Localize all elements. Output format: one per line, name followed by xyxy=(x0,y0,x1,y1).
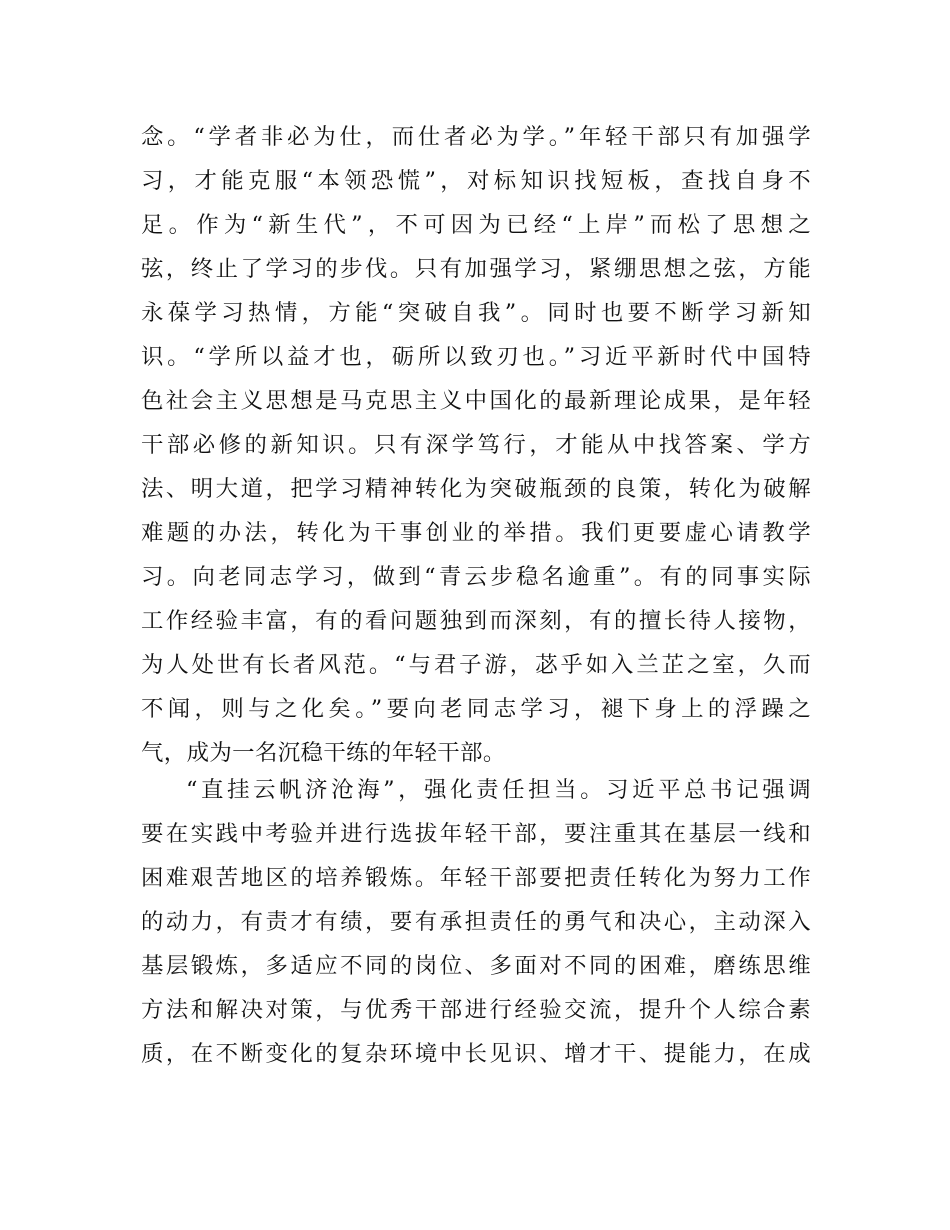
text-line: 习。向老同志学习，做到“青云步稳名逾重”。有的同事实际 xyxy=(141,564,811,590)
text-line: 困难艰苦地区的培养锻炼。年轻干部要把责任转化为努力工作 xyxy=(141,865,811,891)
text-line: 气，成为一名沉稳干练的年轻干部。 xyxy=(141,740,506,766)
text-line: 干部必修的新知识。只有深学笃行，才能从中找答案、学方 xyxy=(141,432,811,458)
text-line: 为人处世有长者风范。“与君子游，苾乎如入兰芷之室，久而 xyxy=(141,652,811,678)
text-line: 足。作为“新生代”，不可因为已经“上岸”而松了思想之 xyxy=(141,212,811,238)
text-line: 方法和解决对策，与优秀干部进行经验交流，提升个人综合素 xyxy=(141,997,811,1023)
text-line: 念。“学者非必为仕，而仕者必为学。”年轻干部只有加强学 xyxy=(141,124,811,150)
text-line: 弦，终止了学习的步伐。只有加强学习，紧绷思想之弦，方能 xyxy=(141,256,811,282)
text-line: 工作经验丰富，有的看问题独到而深刻，有的擅长待人接物， xyxy=(141,608,811,634)
paragraph-learning xyxy=(141,115,811,775)
text-line: “直挂云帆济沧海”，强化责任担当。习近平总书记强调 xyxy=(186,777,811,803)
text-line: 习，才能克服“本领恐慌”，对标知识找短板，查找自身不 xyxy=(141,168,811,194)
text-line: 质，在不断变化的复杂环境中长见识、增才干、提能力，在成 xyxy=(141,1041,811,1067)
text-line: 不闻，则与之化矣。”要向老同志学习，褪下身上的浮躁之 xyxy=(141,696,811,722)
text-line: 识。“学所以益才也，砺所以致刃也。”习近平新时代中国特 xyxy=(141,344,811,370)
text-line: 要在实践中考验并进行选拔年轻干部，要注重其在基层一线和 xyxy=(141,821,811,847)
text-line: 色社会主义思想是马克思主义中国化的最新理论成果，是年轻 xyxy=(141,388,811,414)
text-line: 永葆学习热情，方能“突破自我”。同时也要不断学习新知 xyxy=(141,300,811,326)
text-line: 基层锻炼，多适应不同的岗位、多面对不同的困难，磨练思维 xyxy=(141,953,811,979)
text-line: 法、明大道，把学习精神转化为突破瓶颈的良策，转化为破解 xyxy=(141,476,811,502)
text-line: 难题的办法，转化为干事创业的举措。我们更要虚心请教学 xyxy=(141,520,811,546)
paragraph-responsibility xyxy=(141,768,811,1076)
text-line: 的动力，有责才有绩，要有承担责任的勇气和决心，主动深入 xyxy=(141,909,811,935)
